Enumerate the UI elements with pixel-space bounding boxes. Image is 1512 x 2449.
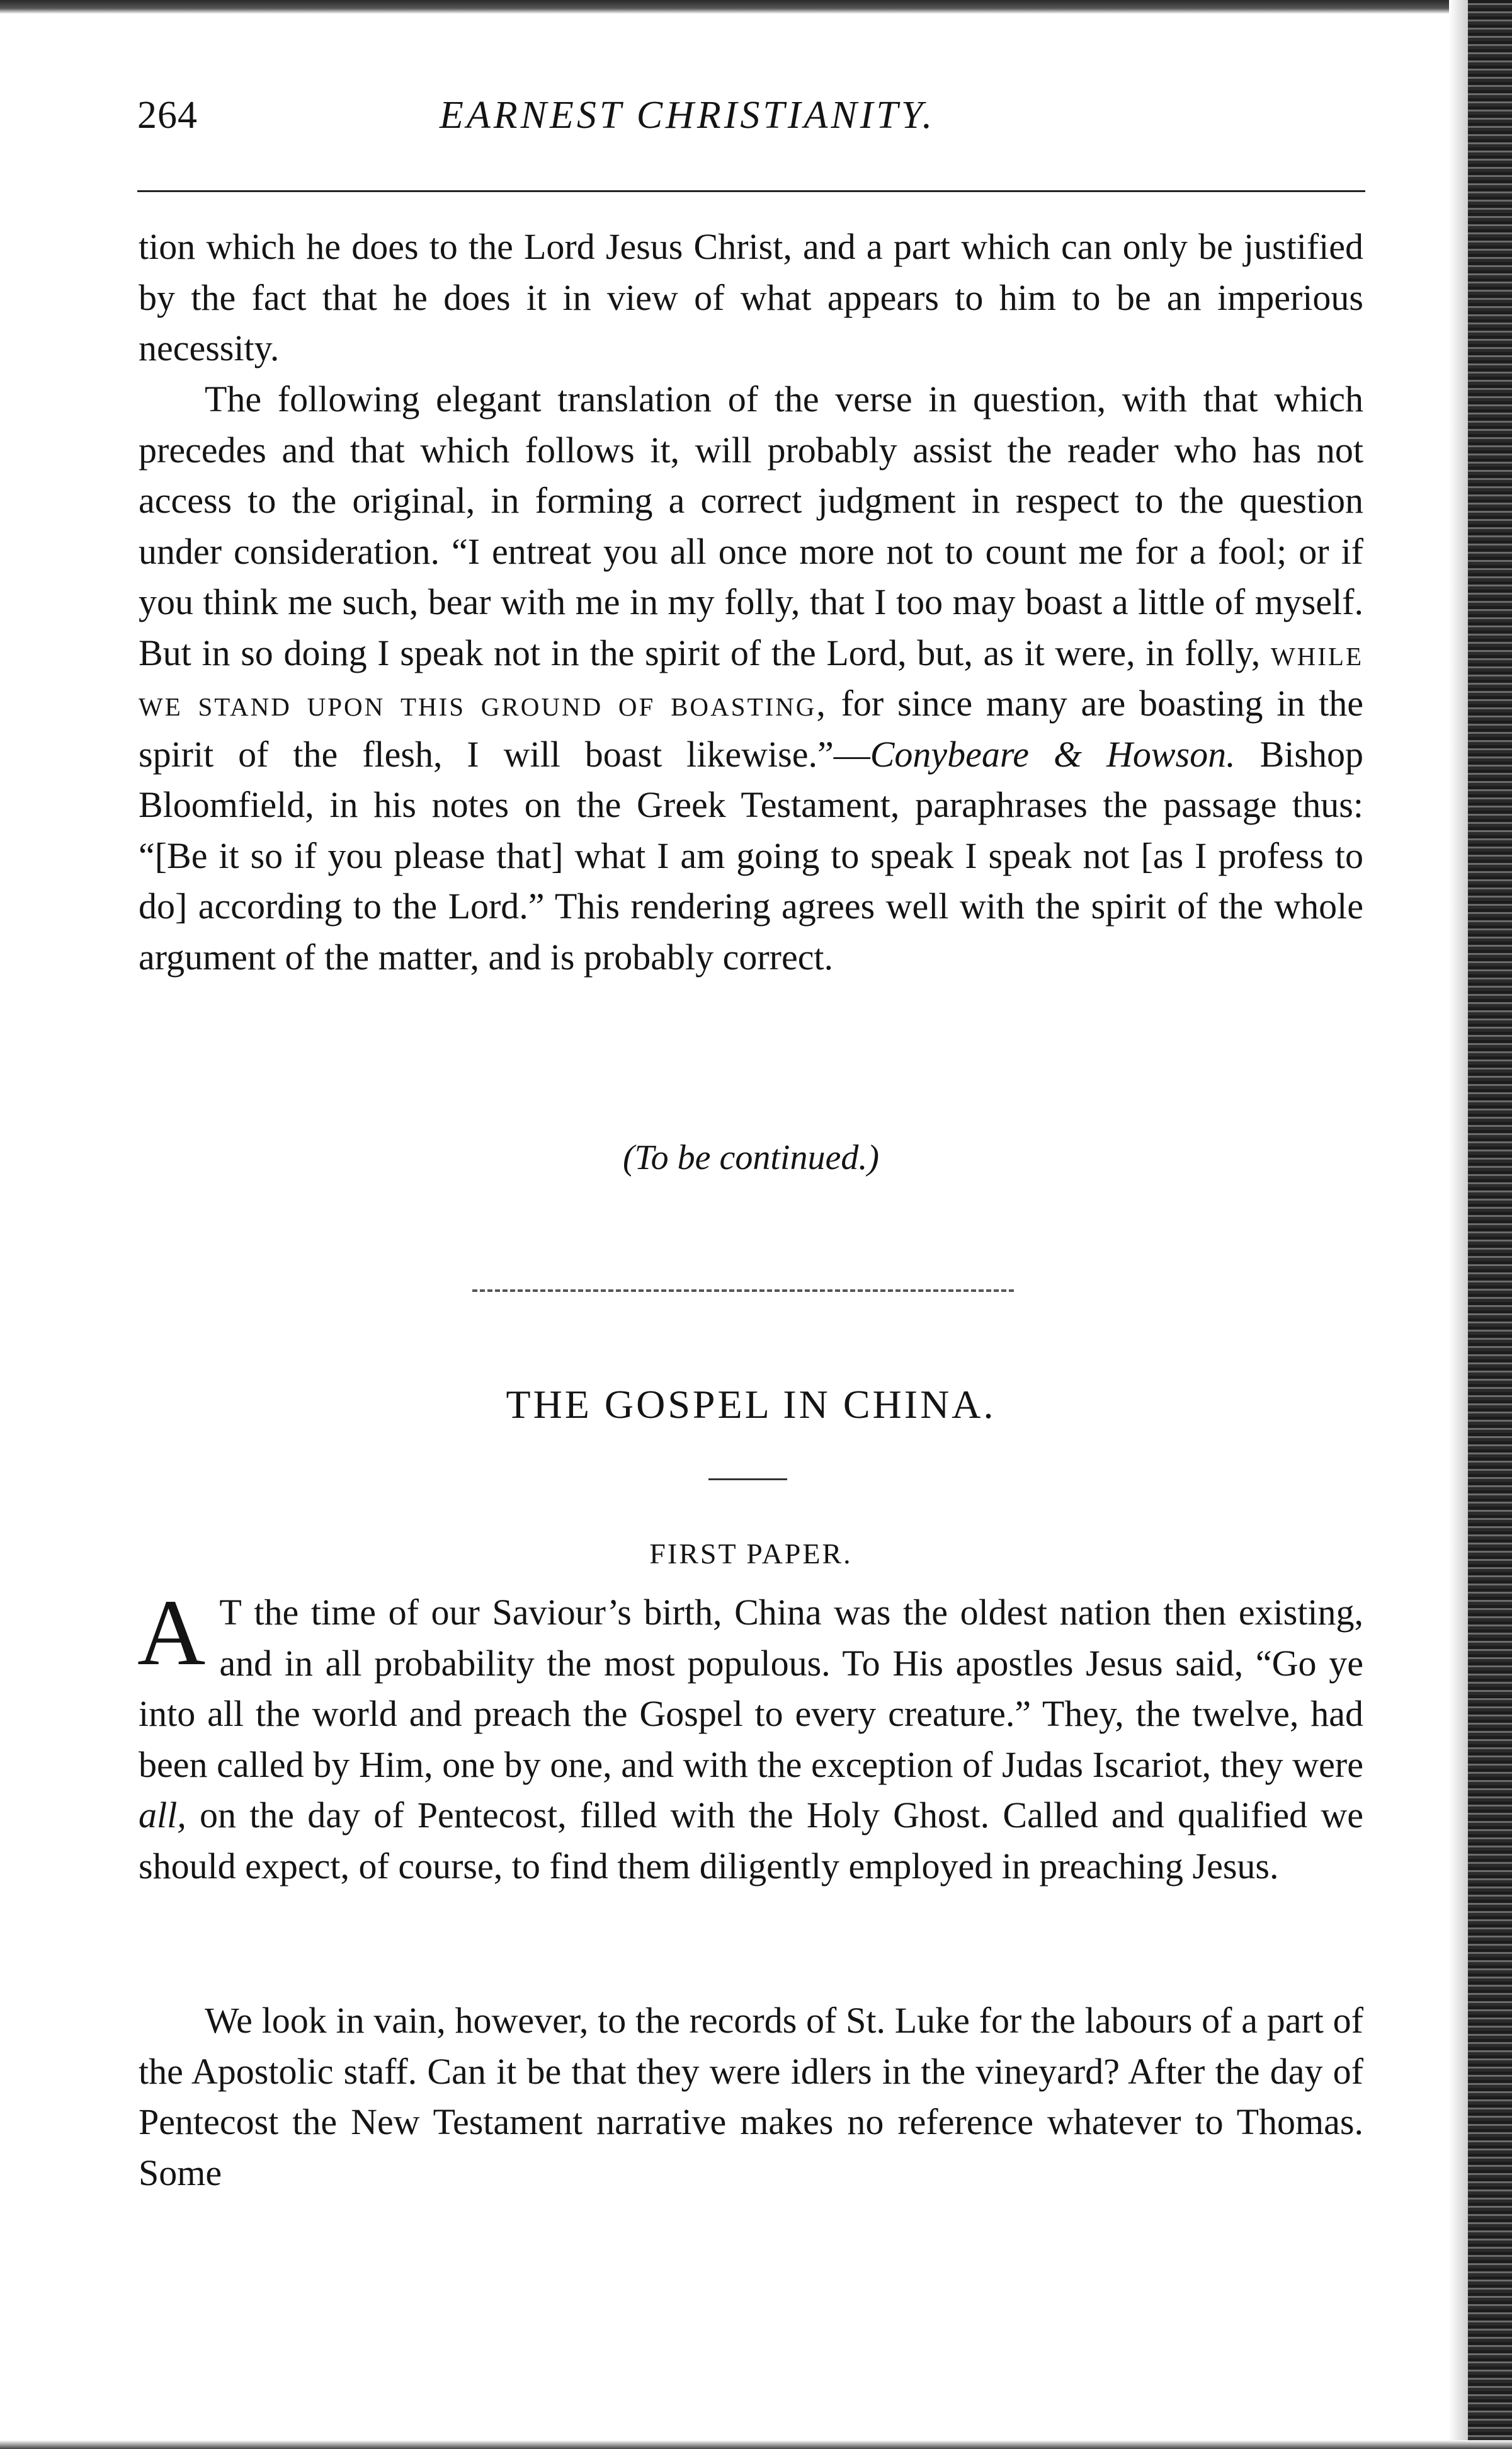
header-rule [137,190,1365,192]
running-title: EARNEST CHRISTIANITY. [440,94,936,137]
article-subtitle: FIRST PAPER. [649,1538,853,1570]
article2-paragraph-2: We look in vain, however, to the records of St. Luke for the labours of a part of the Apostolic staff. Can it be that they were idlers in the vineyard? After the day of Pentecost the New Testament narrative makes no reference whatever to Thomas. Some [139,2000,1363,2193]
article2-first-letter: T [219,1592,242,1633]
article1-paragraph-1: tion which he does to the Lord Jesus Christ, and a part which can only be justified by the fact that he does it in view of what appears to him to be an imperious necessity. [139,226,1363,368]
section-divider [472,1289,1014,1292]
article2-paragraph-1 [137,1580,1364,1892]
page-number: 264 [137,94,198,137]
article1-p2-text-2: for since many are boasting in the spirit of the flesh, I will boast likewise.”— [139,683,1363,775]
article1-p2-citation: Conybeare & Howson. [870,733,1236,775]
drop-cap: A [137,1580,206,1685]
article2-p1-emphasis: all, [139,1795,186,1835]
article2-p1-text-1: the time of our Saviour’s birth, China was the oldest nation then existing, and in all probability the most populous. To His apostles Jesus said, “Go ye into all the world and preach the Gospel to every creature.” They, the twelve, had been called by Him, one by one, and with the exception of Judas Iscariot, they were [139,1592,1364,1785]
to-be-continued: (To be continued.) [623,1138,879,1177]
article-title: THE GOSPEL IN CHINA. [506,1382,996,1427]
scan-bottom-edge [0,2440,1512,2449]
scan-top-edge [0,0,1512,14]
article1-p2-text-3: Bishop Bloomfield, in his notes on the Greek Testament, paraphrases the passage thus: “[Be it so if you please that] what I am going to speak I speak not [as I profess to do] according to the Lord.” This rendering agrees well with the spirit of the whole argument of the matter, and is probably correct. [139,733,1363,978]
article1-p2-smallcaps: while we stand upon this ground of boasting, [139,632,1364,724]
article1-paragraph-2 [139,374,1363,983]
scan-right-shadow [1449,0,1468,2449]
running-head [137,93,1365,163]
article1-p2-text-1: The following elegant translation of the verse in question, with that which precedes and that which follows it, will probably assist the reader who has not access to the original, in forming a correct judgment in respect to the question under consideration. “I entreat you all once more not to count me for a fool; or if you think me such, bear with me in my folly, that I too may boast a little of myself. But in so doing I speak not in the spirit of the Lord, but, as it were, in folly, [139,379,1363,673]
article2-p1-text-2: on the day of Pentecost, filled with the Holy Ghost. Called and qualified we should expect, of course, to find them diligently employed in preaching Jesus. [139,1795,1364,1887]
title-rule [708,1478,787,1480]
book-binding-edge [1468,0,1512,2449]
